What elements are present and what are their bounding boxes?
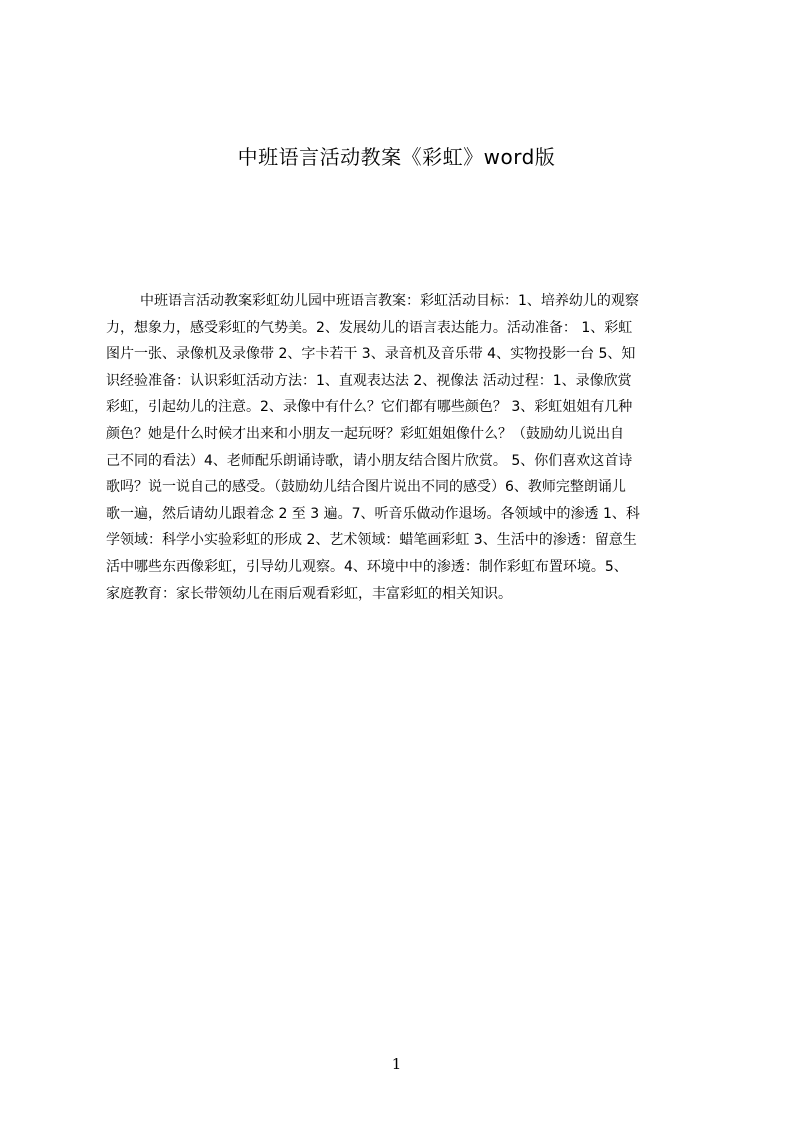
- body-line: 歌吗？说一说自己的感受。（鼓励幼儿结合图片说出不同的感受）6、教师完整朗诵儿: [106, 479, 626, 496]
- document-title: 中班语言活动教案《彩虹》word版: [237, 145, 556, 169]
- body-line: 力，想象力，感受彩虹的气势美。2、发展幼儿的语言表达能力。活动准备： 1、彩虹: [106, 319, 633, 336]
- body-line: 中班语言活动教案彩虹幼儿园中班语言教案：彩虹活动目标：1、培养幼儿的观察: [140, 293, 639, 309]
- page-number: 1: [391, 1055, 402, 1073]
- body-line: 己不同的看法）4、老师配乐朗诵诗歌，请小朋友结合图片欣赏。 5、你们喜欢这首诗: [106, 452, 633, 469]
- body-line: 图片一张、录像机及录像带 2、字卡若干 3、录音机及音乐带 4、实物投影一台 5、知: [106, 346, 636, 363]
- body-line: 活中哪些东西像彩虹，引导幼儿观察。4、环境中中的渗透：制作彩虹布置环境。5、: [106, 558, 628, 575]
- body-line: 颜色？她是什么时候才出来和小朋友一起玩呀？彩虹姐姐像什么？（鼓励幼儿说出自: [106, 425, 624, 442]
- body-line: 歌一遍，然后请幼儿跟着念 2 至 3 遍。7、听音乐做动作退场。各领域中的渗透 1、科: [106, 505, 640, 522]
- body-line: 识经验准备：认识彩虹活动方法：1、直观表达法 2、视像法 活动过程：1、录像欣赏: [106, 372, 632, 389]
- body-line: 家庭教育：家长带领幼儿在雨后观看彩虹，丰富彩虹的相关知识。: [106, 585, 512, 602]
- body-line: 彩虹，引起幼儿的注意。2、录像中有什么？它们都有哪些颜色？ 3、彩虹姐姐有几种: [106, 399, 633, 416]
- document-body: [106, 288, 700, 607]
- body-line: 学领域：科学小实验彩虹的形成 2、艺术领域：蜡笔画彩虹 3、生活中的渗透：留意生: [106, 532, 637, 549]
